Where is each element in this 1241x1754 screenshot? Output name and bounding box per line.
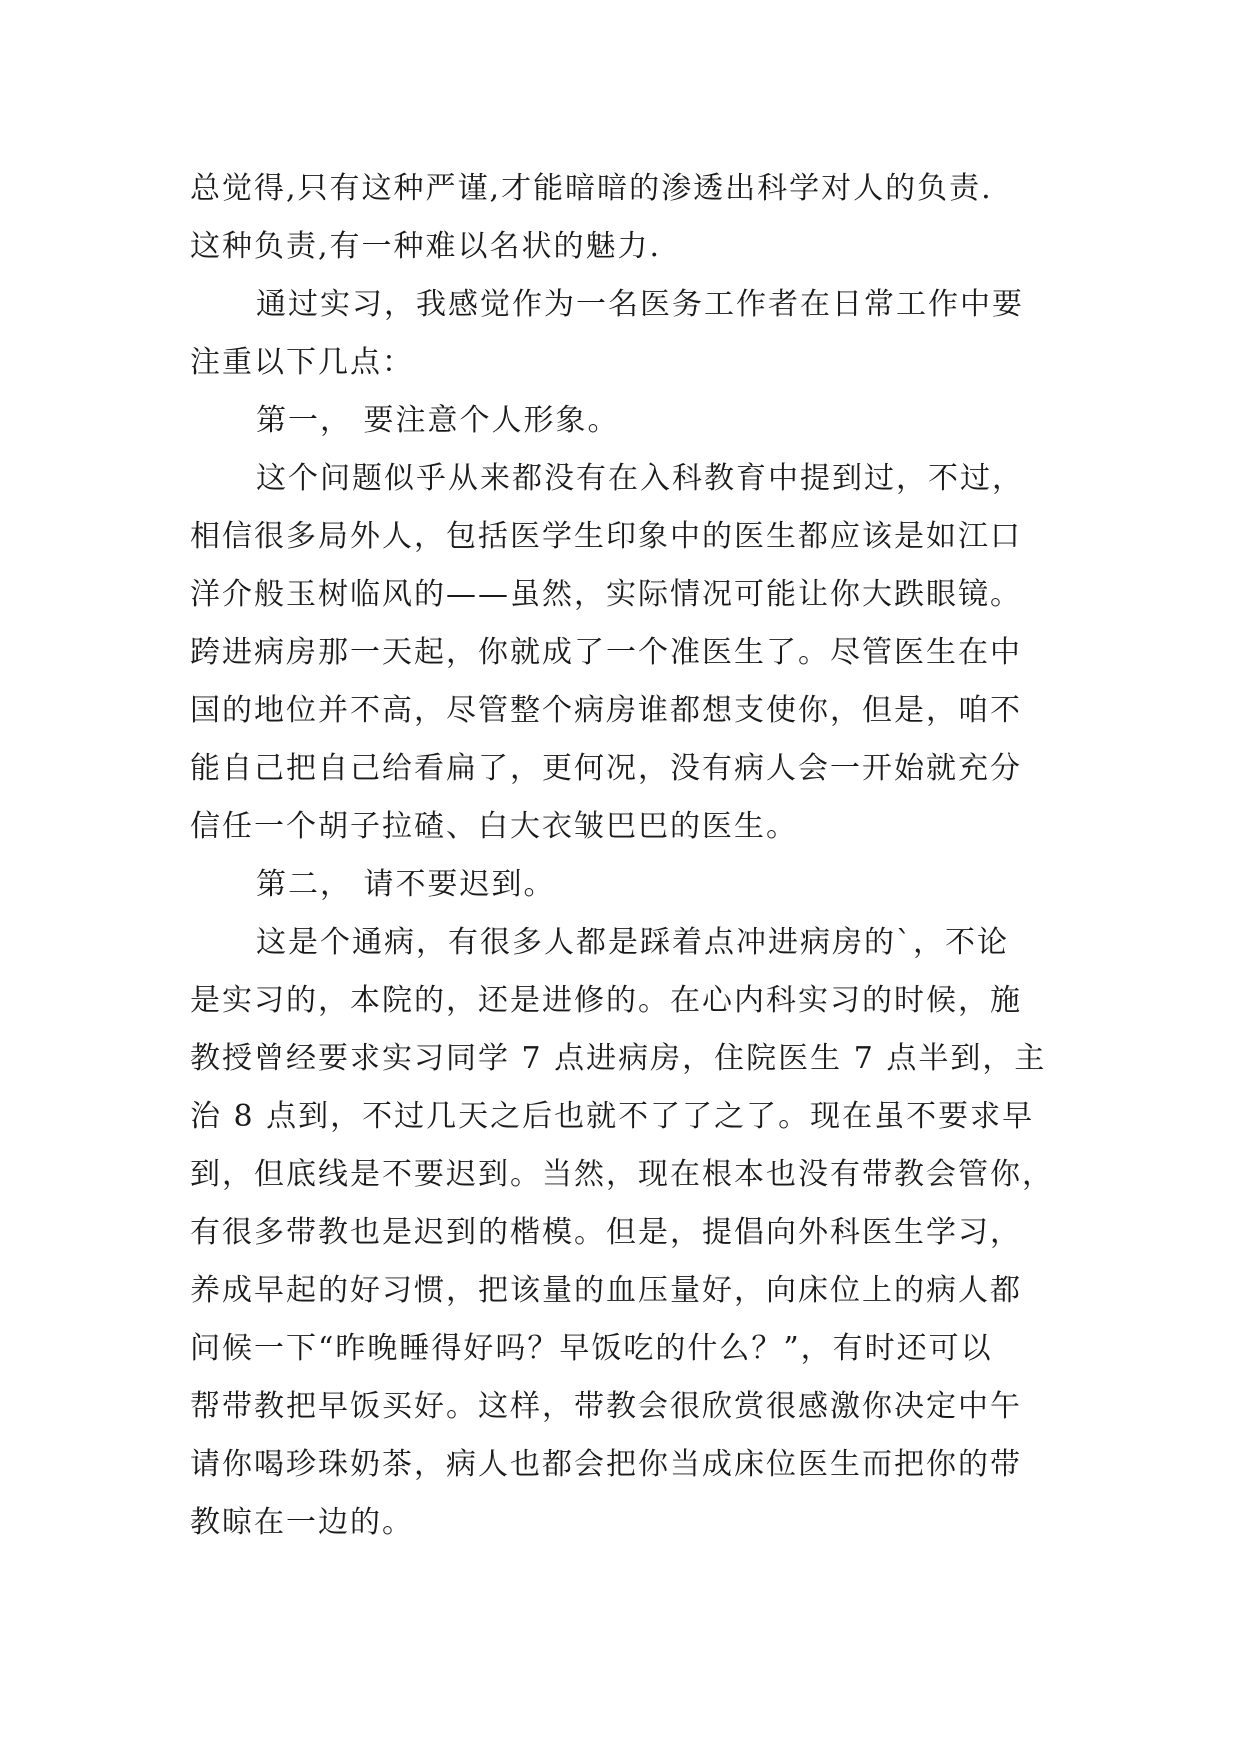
paragraph-first-line: 这是个通病，有很多人都是踩着点冲进病房的`，不论 — [256, 925, 1009, 960]
text-line: 到，但底线是不要迟到。当然，现在根本也没有带教会管你， — [190, 1157, 1054, 1192]
paragraph-first-line: 通过实习，我感觉作为一名医务工作者在日常工作中要 — [256, 287, 1024, 322]
document-body — [190, 160, 1062, 1552]
text-line: 国的地位并不高，尽管整个病房谁都想支使你，但是，咱不 — [190, 693, 1022, 728]
text-line: 治 8 点到，不过几天之后也就不了了之了。现在虽不要求早 — [190, 1099, 1035, 1134]
text-line: 总觉得,只有这种严谨,才能暗暗的渗透出科学对人的负责. — [190, 171, 993, 206]
text-line: 问候一下“昨晚睡得好吗？早饭吃的什么？”，有时还可以 — [190, 1331, 993, 1366]
text-line: 能自己把自己给看扁了，更何况，没有病人会一开始就充分 — [190, 751, 1022, 786]
text-line: 养成早起的好习惯，把该量的血压量好，向床位上的病人都 — [190, 1273, 1022, 1308]
text-line: 有很多带教也是迟到的楷模。但是，提倡向外科医生学习， — [190, 1215, 1022, 1250]
text-line: 注重以下几点： — [190, 345, 414, 380]
text-line: 请你喝珍珠奶茶，病人也都会把你当成床位医生而把你的带 — [190, 1447, 1022, 1482]
text-line: 帮带教把早饭买好。这样，带教会很欣赏很感激你决定中午 — [190, 1389, 1022, 1424]
text-line: 跨进病房那一天起，你就成了一个准医生了。尽管医生在中 — [190, 635, 1022, 670]
text-line: 信任一个胡子拉碴、白大衣皱巴巴的医生。 — [190, 809, 798, 844]
text-line: 教晾在一边的。 — [190, 1505, 414, 1540]
section-heading-first: 第一， 要注意个人形象。 — [256, 403, 620, 438]
text-line: 这种负责,有一种难以名状的魅力. — [190, 229, 662, 264]
text-line: 洋介般玉树临风的——虽然，实际情况可能让你大跌眼镜。 — [190, 577, 1022, 612]
section-heading-second: 第二， 请不要迟到。 — [256, 867, 556, 902]
paragraph-first-line: 这个问题似乎从来都没有在入科教育中提到过，不过， — [256, 461, 1024, 496]
text-line: 教授曾经要求实习同学 7 点进病房，住院医生 7 点半到，主 — [190, 1041, 1047, 1076]
text-line: 是实习的，本院的，还是进修的。在心内科实习的时候，施 — [190, 983, 1022, 1018]
text-line: 相信很多局外人，包括医学生印象中的医生都应该是如江口 — [190, 519, 1022, 554]
